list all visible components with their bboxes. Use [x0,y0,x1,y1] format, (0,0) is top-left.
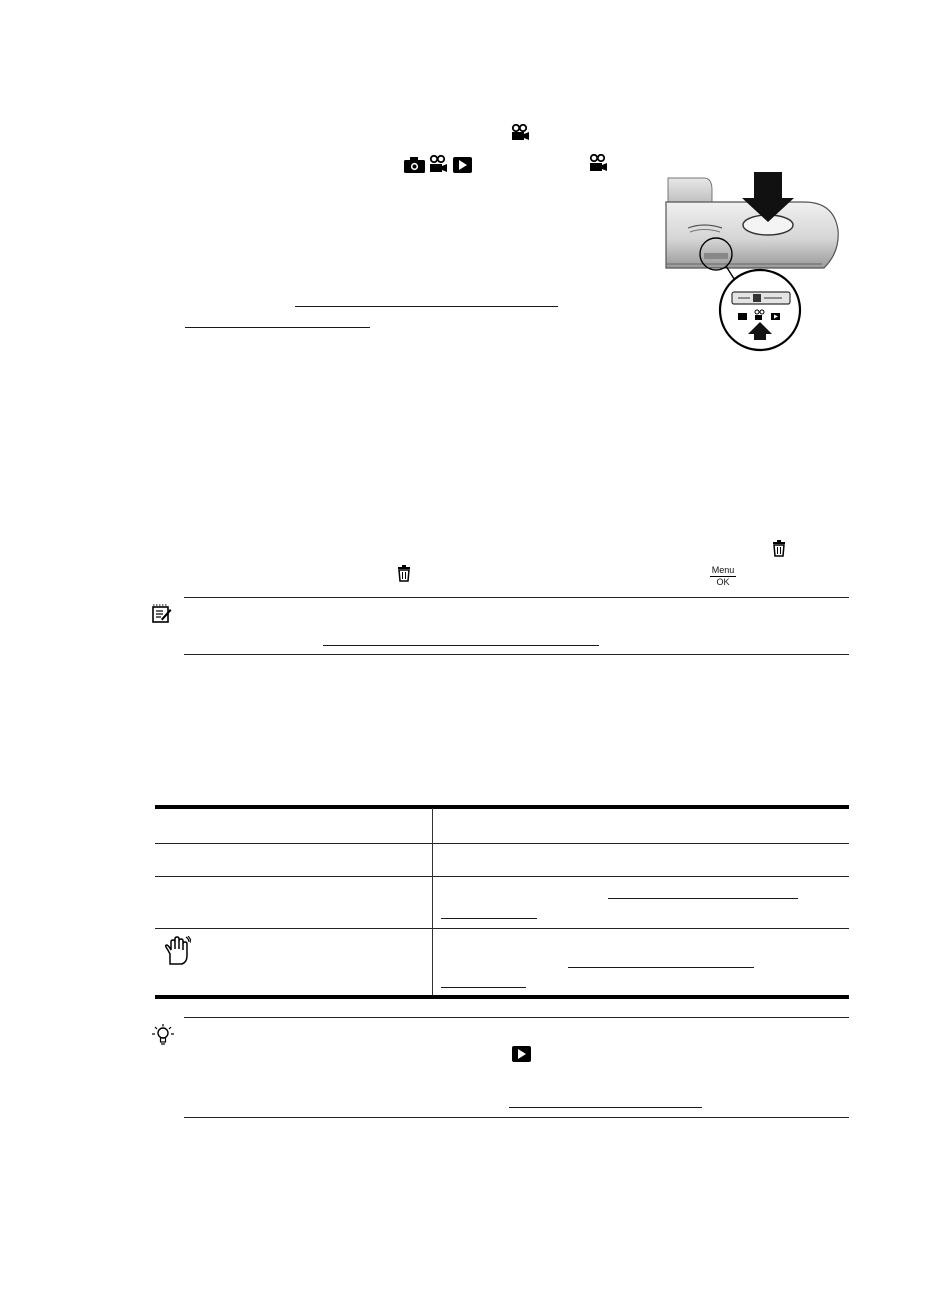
tip-bottom-rule [184,1117,849,1118]
light-bulb-icon [152,1024,174,1046]
table-row-rule [155,843,849,844]
note-top-rule [184,597,849,598]
cross-reference-link[interactable] [295,306,558,307]
menu-ok-button-icon [710,565,736,587]
cross-reference-link[interactable] [509,1107,702,1108]
note-pad-icon [152,604,172,624]
table-column-divider [432,808,433,995]
ok-label: OK [716,577,730,587]
table-top-rule [155,805,849,809]
cross-reference-link[interactable] [441,918,537,919]
cross-reference-link[interactable] [608,898,798,899]
video-camera-icon [589,154,608,172]
cross-reference-link[interactable] [323,645,599,646]
tip-top-rule [184,1017,849,1018]
playback-icon [453,157,472,173]
hand-shake-warning-icon [163,936,191,966]
trash-can-icon [772,540,786,557]
cross-reference-link[interactable] [185,327,370,328]
mode-icon-group [404,155,474,175]
cross-reference-link[interactable] [441,987,526,988]
still-camera-icon [404,157,425,173]
camera-shutter-illustration [664,168,842,380]
table-bottom-rule [155,995,849,999]
video-camera-icon [429,155,448,173]
note-bottom-rule [184,654,849,655]
menu-label: Menu [711,565,735,575]
table-row-rule [155,928,849,929]
trash-can-icon [397,565,411,582]
video-camera-icon [511,124,530,141]
table-row-rule [155,876,849,877]
playback-icon [512,1046,531,1062]
cross-reference-link[interactable] [568,967,754,968]
